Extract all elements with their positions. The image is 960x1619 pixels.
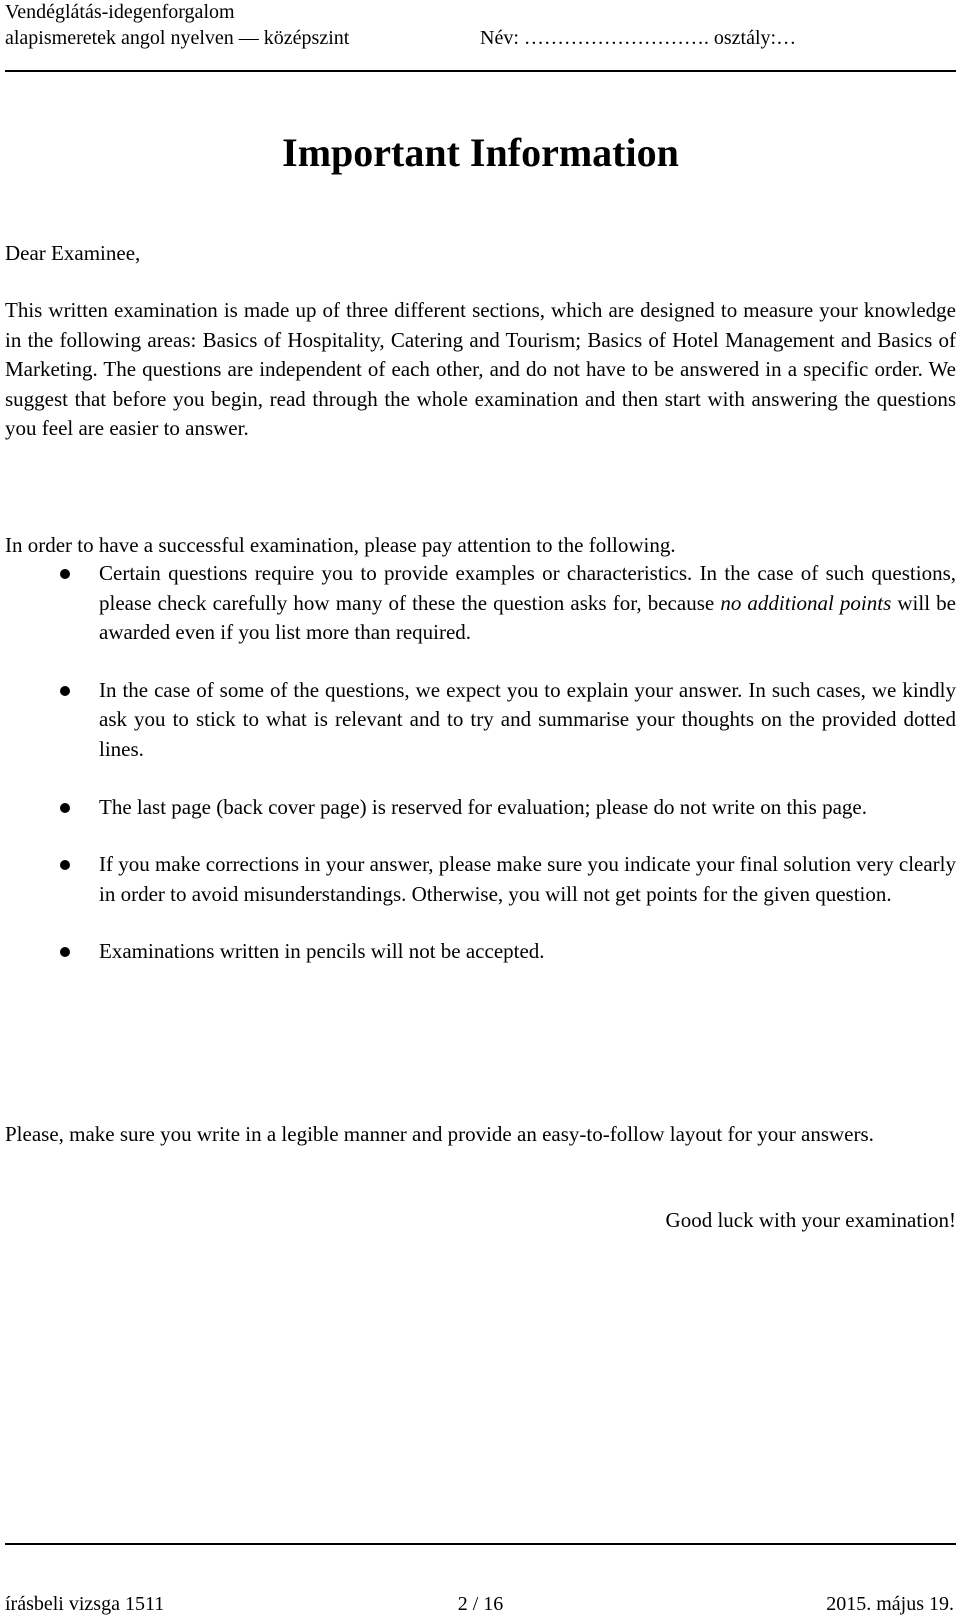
bullet-icon (60, 803, 70, 813)
list-item-text: will be awarded even if you list more than required. (99, 590, 956, 645)
legibility-paragraph: Please, make sure you write in a legible manner and provide an easy-to-follow layout for your answers. (5, 1122, 874, 1146)
list-item (5, 676, 956, 765)
page-title: Important Information (282, 130, 679, 175)
list-item (5, 793, 956, 823)
list-item-text: Certain questions require you to provide examples or characteristics. In the case of such questions, please check carefully how many of these the question asks for, because (99, 561, 956, 615)
subject-title: Vendéglátás-idegenforgalom (5, 1, 235, 23)
list-item (5, 937, 956, 967)
list-item (5, 559, 956, 648)
page-number: 2 / 16 (457, 1593, 504, 1615)
page-footer (5, 1543, 956, 1619)
list-item-text: The last page (back cover page) is reserved for evaluation; please do not write on this page. (99, 794, 867, 819)
name-class-field: Név: ………………………. osztály:… (480, 27, 797, 49)
instruction-list (5, 559, 956, 995)
list-item-text: Examinations written in pencils will not be accepted. (99, 939, 545, 964)
bullet-icon (60, 860, 70, 870)
page-header (5, 0, 956, 72)
attention-paragraph: In order to have a successful examination, please pay attention to the following. (5, 533, 676, 557)
exam-page (5, 0, 956, 1617)
subject-level: alapismeretek angol nyelven — középszint (5, 27, 350, 49)
bullet-icon (60, 569, 70, 579)
intro-paragraph: This written examination is made up of three different sections, which are designed to measure your knowledge in the following areas: Basics of Hospitality, Catering and Tourism; Basics of Hotel Management and Basics of Marketing. The questions are independent of each other, and do not have to be answered in a specific order. We suggest that before you begin, read through the whole examination and then start with answering the questions you feel are easier to answer. (5, 298, 956, 441)
list-item-text: If you make corrections in your answer, please make sure you indicate your final solution very clearly in order to avoid misunderstandings. Otherwise, you will not get points for the given question. (99, 852, 956, 906)
list-item (5, 850, 956, 909)
list-item-emphasis: no additional points (720, 590, 892, 615)
bullet-icon (60, 947, 70, 957)
greeting: Dear Examinee, (5, 241, 141, 265)
exam-code: írásbeli vizsga 1511 (5, 1593, 165, 1615)
bullet-icon (60, 686, 70, 696)
exam-date: 2015. május 19. (826, 1593, 954, 1615)
list-item-text: In the case of some of the questions, we expect you to explain your answer. In such cases, we kindly ask you to stick to what is relevant and to try and summarise your thoughts on the provided dotted lines. (99, 677, 956, 761)
good-luck-text: Good luck with your examination! (665, 1208, 956, 1232)
